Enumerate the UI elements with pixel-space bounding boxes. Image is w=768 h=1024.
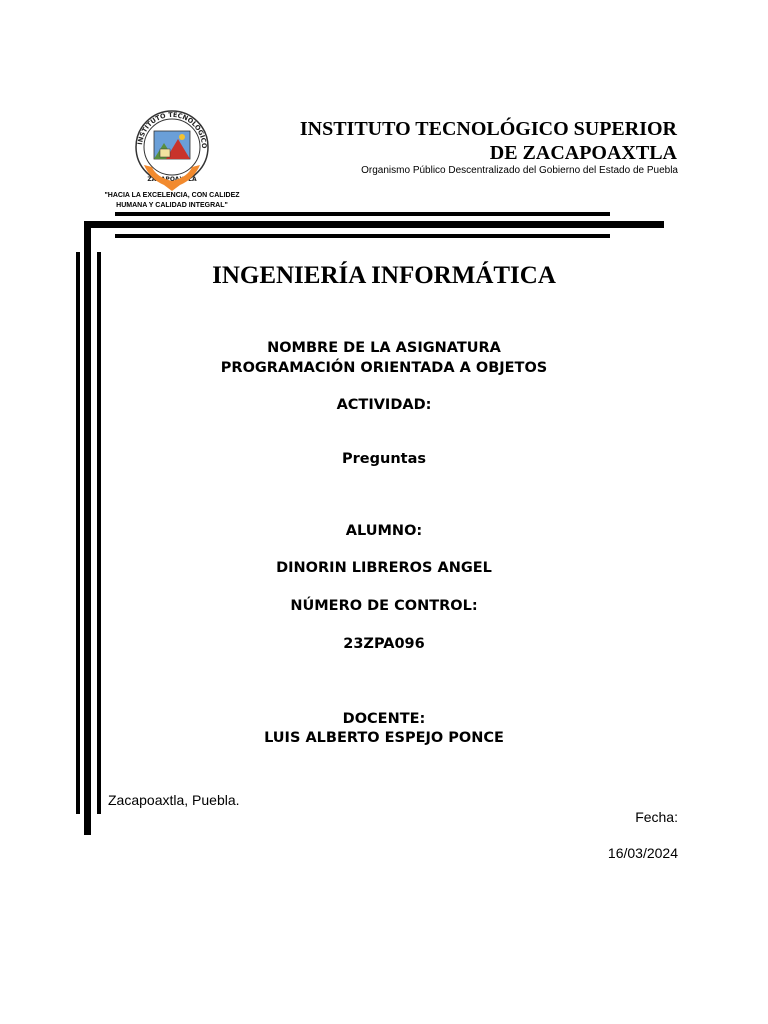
motto-line-2: HUMANA Y CALIDAD INTEGRAL" [116,202,228,209]
institute-title-line-1: INSTITUTO TECNOLÓGICO SUPERIOR [299,118,677,140]
activity-value: Preguntas [342,451,426,467]
svg-text:INSTITUTO TECNOLÓGICO SUPERIOR: INSTITUTO TECNOLÓGICO [136,110,209,149]
institute-title-line-2: DE ZACAPOAXTLA [489,142,677,164]
student-name: DINORIN LIBREROS ANGEL [276,560,492,576]
institute-motto [102,191,242,211]
place-text: Zacapoaxtla, Puebla. [108,792,240,808]
control-number-value: 23ZPA096 [343,636,425,652]
career-title: INGENIERÍA INFORMÁTICA [212,262,556,289]
motto-line-1: "HACIA LA EXCELENCIA, CON CALIDEZ [104,192,240,199]
date-label: Fecha: [635,809,678,825]
subject-name: PROGRAMACIÓN ORIENTADA A OBJETOS [220,360,548,376]
date-value: 16/03/2024 [607,845,678,861]
svg-text:ZACAPOAXTLA: ZACAPOAXTLA [147,176,197,183]
frame-top-line-3 [115,234,610,238]
teacher-label: DOCENTE: [342,711,426,727]
activity-label: ACTIVIDAD: [336,397,432,413]
frame-top-line-1 [115,212,610,216]
teacher-name: LUIS ALBERTO ESPEJO PONCE [264,730,504,746]
institute-subtitle: Organismo Público Descentralizado del Gobierno del Estado de Puebla [361,165,678,176]
institute-logo [130,105,214,195]
student-label: ALUMNO: [345,523,423,539]
subject-label: NOMBRE DE LA ASIGNATURA [267,340,501,356]
institute-seal-icon [130,105,214,195]
control-number-label: NÚMERO DE CONTROL: [290,598,478,614]
frame-top-line-2 [84,221,664,228]
